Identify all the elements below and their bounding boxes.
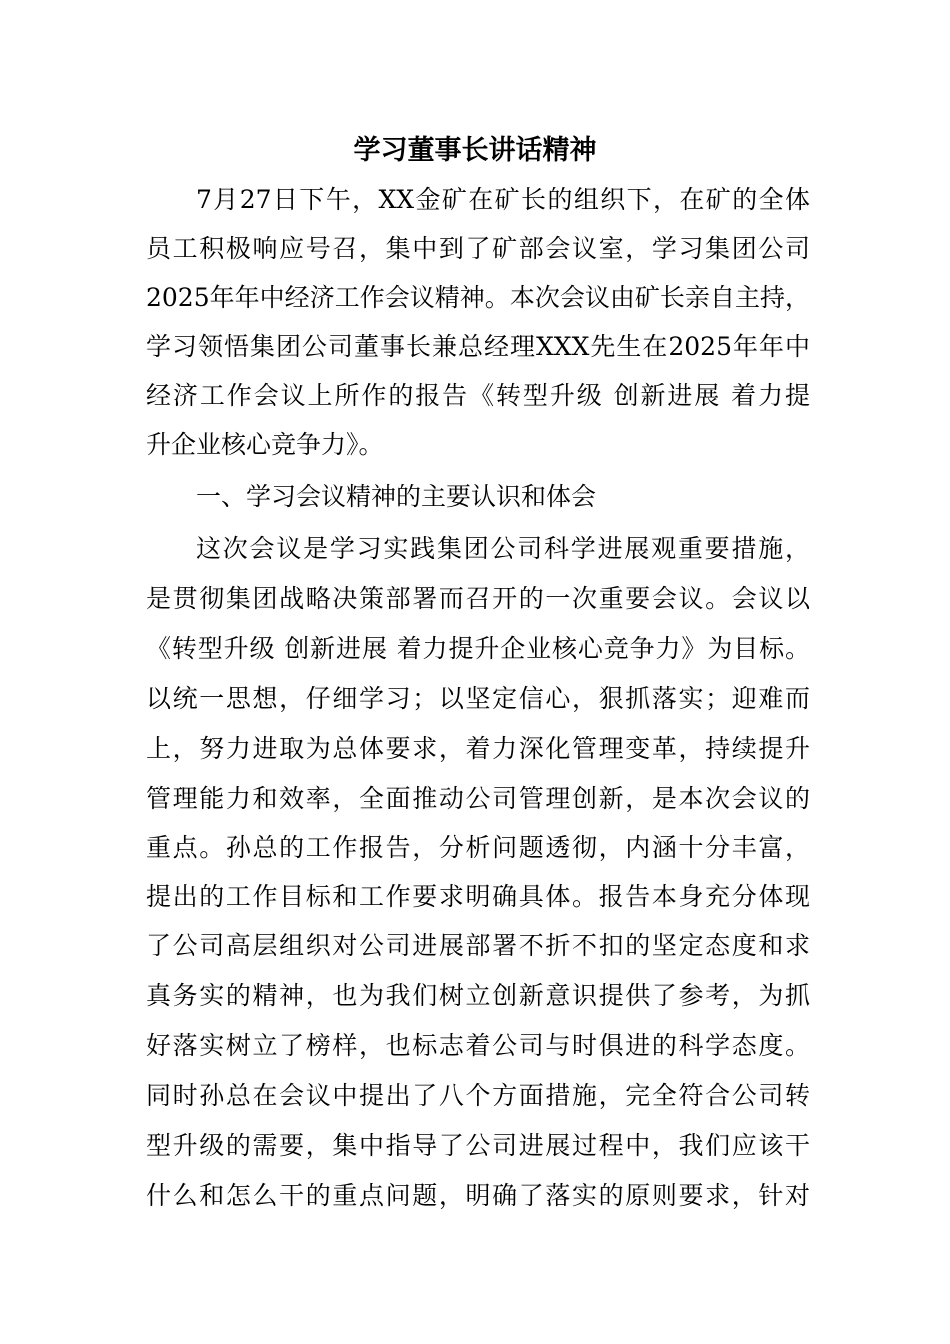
- document-title: 学习董事长讲话精神: [353, 135, 597, 166]
- paragraph-line: 好落实树立了榜样，也标志着公司与时俱进的科学态度。: [146, 1031, 810, 1060]
- paragraph-line: 是贯彻集团战略决策部署而召开的一次重要会议。会议以: [146, 584, 810, 613]
- paragraph-line: 同时孙总在会议中提出了八个方面措施，完全符合公司转: [146, 1081, 810, 1110]
- paragraph-line: 《转型升级 创新进展 着力提升企业核心竞争力》为目标。: [146, 634, 810, 663]
- paragraph-line: 提出的工作目标和工作要求明确具体。报告本身充分体现: [146, 882, 810, 911]
- paragraph-line: 7月27日下午，XX金矿在矿长的组织下，在矿的全体: [196, 185, 810, 214]
- paragraph-line: 什么和怎么干的重点问题，明确了落实的原则要求，针对: [146, 1181, 810, 1210]
- paragraph-line: 管理能力和效率，全面推动公司管理创新，是本次会议的: [146, 784, 810, 813]
- paragraph-line: 重点。孙总的工作报告，分析问题透彻，内涵十分丰富，: [146, 833, 810, 862]
- paragraph-line: 以统一思想，仔细学习；以坚定信心，狠抓落实；迎难而: [146, 684, 810, 713]
- paragraph-line: 了公司高层组织对公司进展部署不折不扣的坚定态度和求: [146, 931, 810, 960]
- paragraph-line: 升企业核心竞争力》。: [146, 430, 384, 459]
- paragraph-line: 真务实的精神，也为我们树立创新意识提供了参考，为抓: [146, 981, 810, 1010]
- paragraph-line: 2025年年中经济工作会议精神。本次会议由矿长亲自主持，: [146, 283, 810, 312]
- paragraph-line: 上，努力进取为总体要求，着力深化管理变革，持续提升: [146, 734, 810, 763]
- paragraph-line: 学习领悟集团公司董事长兼总经理XXX先生在2025年年中: [146, 332, 810, 361]
- paragraph-line: 员工积极响应号召，集中到了矿部会议室，学习集团公司: [146, 234, 810, 263]
- paragraph-line: 这次会议是学习实践集团公司科学进展观重要措施，: [196, 534, 810, 563]
- paragraph-line: 型升级的需要，集中指导了公司进展过程中，我们应该干: [146, 1131, 810, 1160]
- paragraph-line: 经济工作会议上所作的报告《转型升级 创新进展 着力提: [146, 381, 810, 410]
- section-heading: 一、学习会议精神的主要认识和体会: [196, 482, 597, 511]
